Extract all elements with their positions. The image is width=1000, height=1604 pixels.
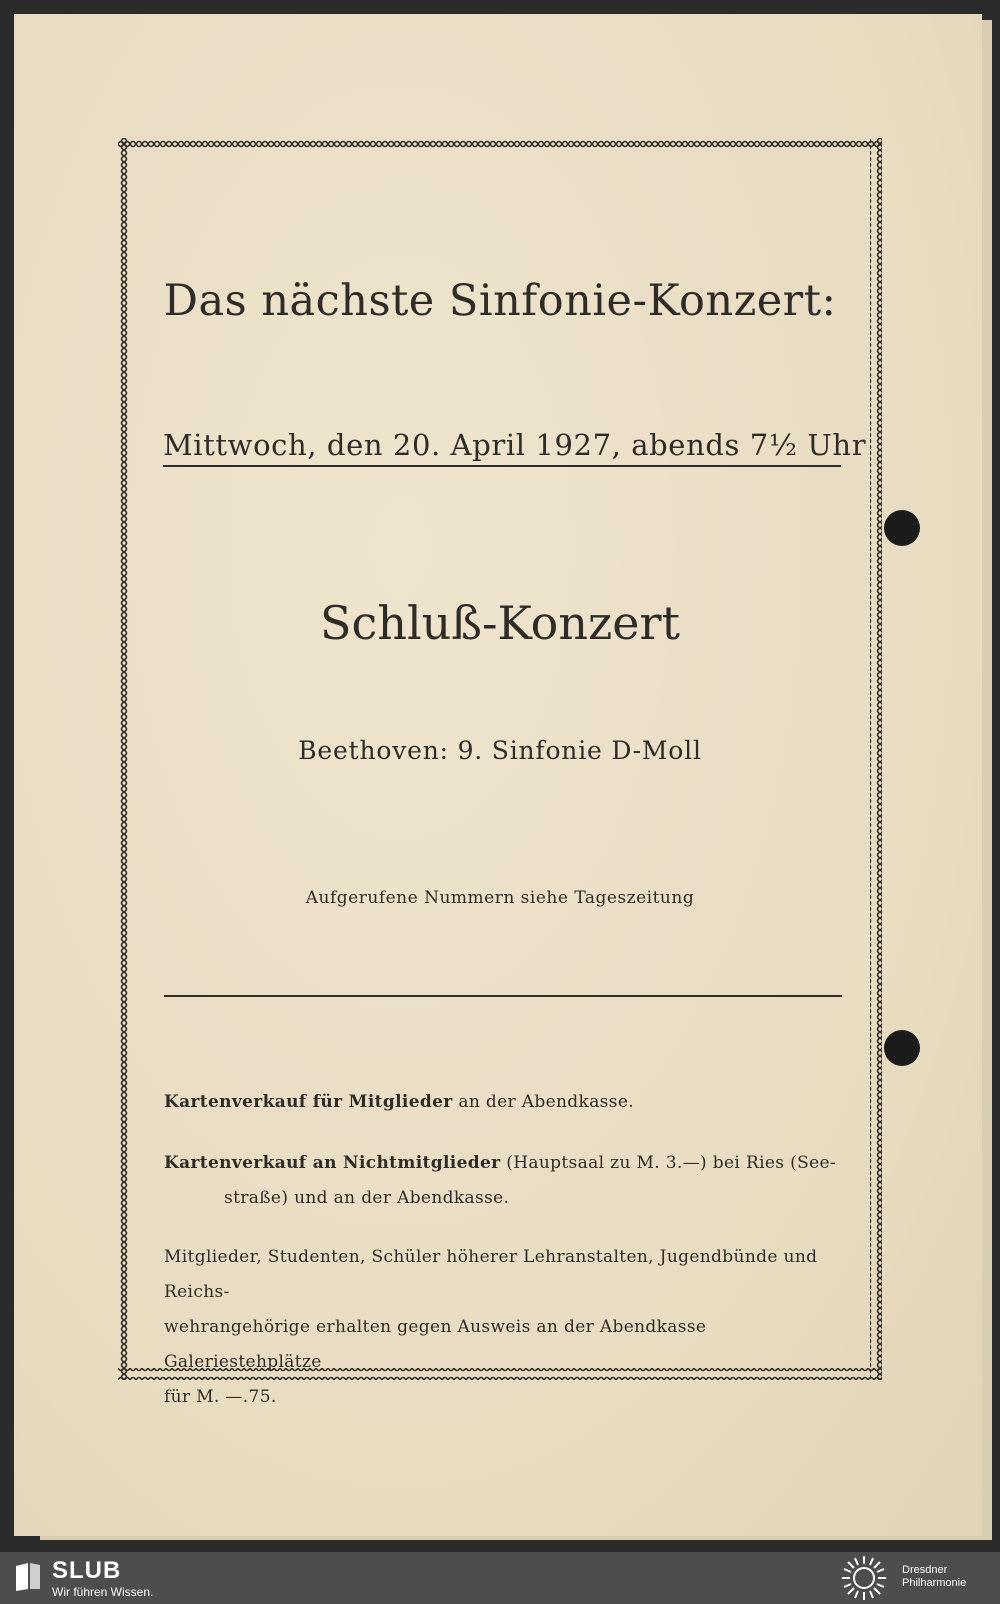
ticket-nonmembers-cont: straße) und an der Abendkasse. <box>224 1188 510 1208</box>
slub-logo-icon[interactable] <box>14 1562 42 1592</box>
philharmonie-name[interactable] <box>902 1564 992 1590</box>
ticket-nonmembers-text: (Hauptsaal zu M. 3.—) bei Ries (See- <box>500 1153 837 1173</box>
program-work: Beethoven: 9. Sinfonie D-Moll <box>298 736 702 765</box>
philharmonie-logo-icon[interactable] <box>840 1554 888 1602</box>
headline: Das nächste Sinfonie-Konzert: <box>163 276 837 326</box>
punch-hole-top <box>884 510 920 546</box>
slub-name[interactable]: SLUB <box>52 1557 122 1584</box>
discount-line-1: Mitglieder, Studenten, Schüler höherer Lehranstalten, Jugendbünde und Reichs- <box>164 1247 818 1302</box>
ticket-members <box>164 1085 844 1120</box>
ticket-members-heading: Kartenverkauf für Mitglieder <box>164 1092 453 1112</box>
philharmonie-name-line1: Dresdner <box>902 1564 948 1576</box>
footer-bar <box>0 1552 1000 1604</box>
ticket-discount <box>164 1240 844 1415</box>
numbers-notice: Aufgerufene Nummern siehe Tageszeitung <box>305 888 695 908</box>
ticket-nonmembers-heading: Kartenverkauf an Nichtmitglieder <box>164 1153 501 1173</box>
date-underline <box>163 465 841 467</box>
ticket-nonmembers <box>164 1146 844 1216</box>
concert-title: Schluß-Konzert <box>320 596 680 650</box>
slub-slogan: Wir führen Wissen. <box>52 1585 154 1599</box>
philharmonie-name-line2: Philharmonie <box>902 1577 967 1589</box>
punch-hole-bottom <box>884 1030 920 1066</box>
discount-line-3: für M. —.75. <box>164 1387 277 1407</box>
section-divider <box>164 995 842 997</box>
discount-line-2: wehrangehörige erhalten gegen Ausweis an der Abendkasse Galeriestehplätze <box>164 1317 707 1372</box>
ticket-members-text: an der Abendkasse. <box>452 1092 634 1112</box>
concert-date: Mittwoch, den 20. April 1927, abends 7½ Uhr <box>163 428 867 462</box>
